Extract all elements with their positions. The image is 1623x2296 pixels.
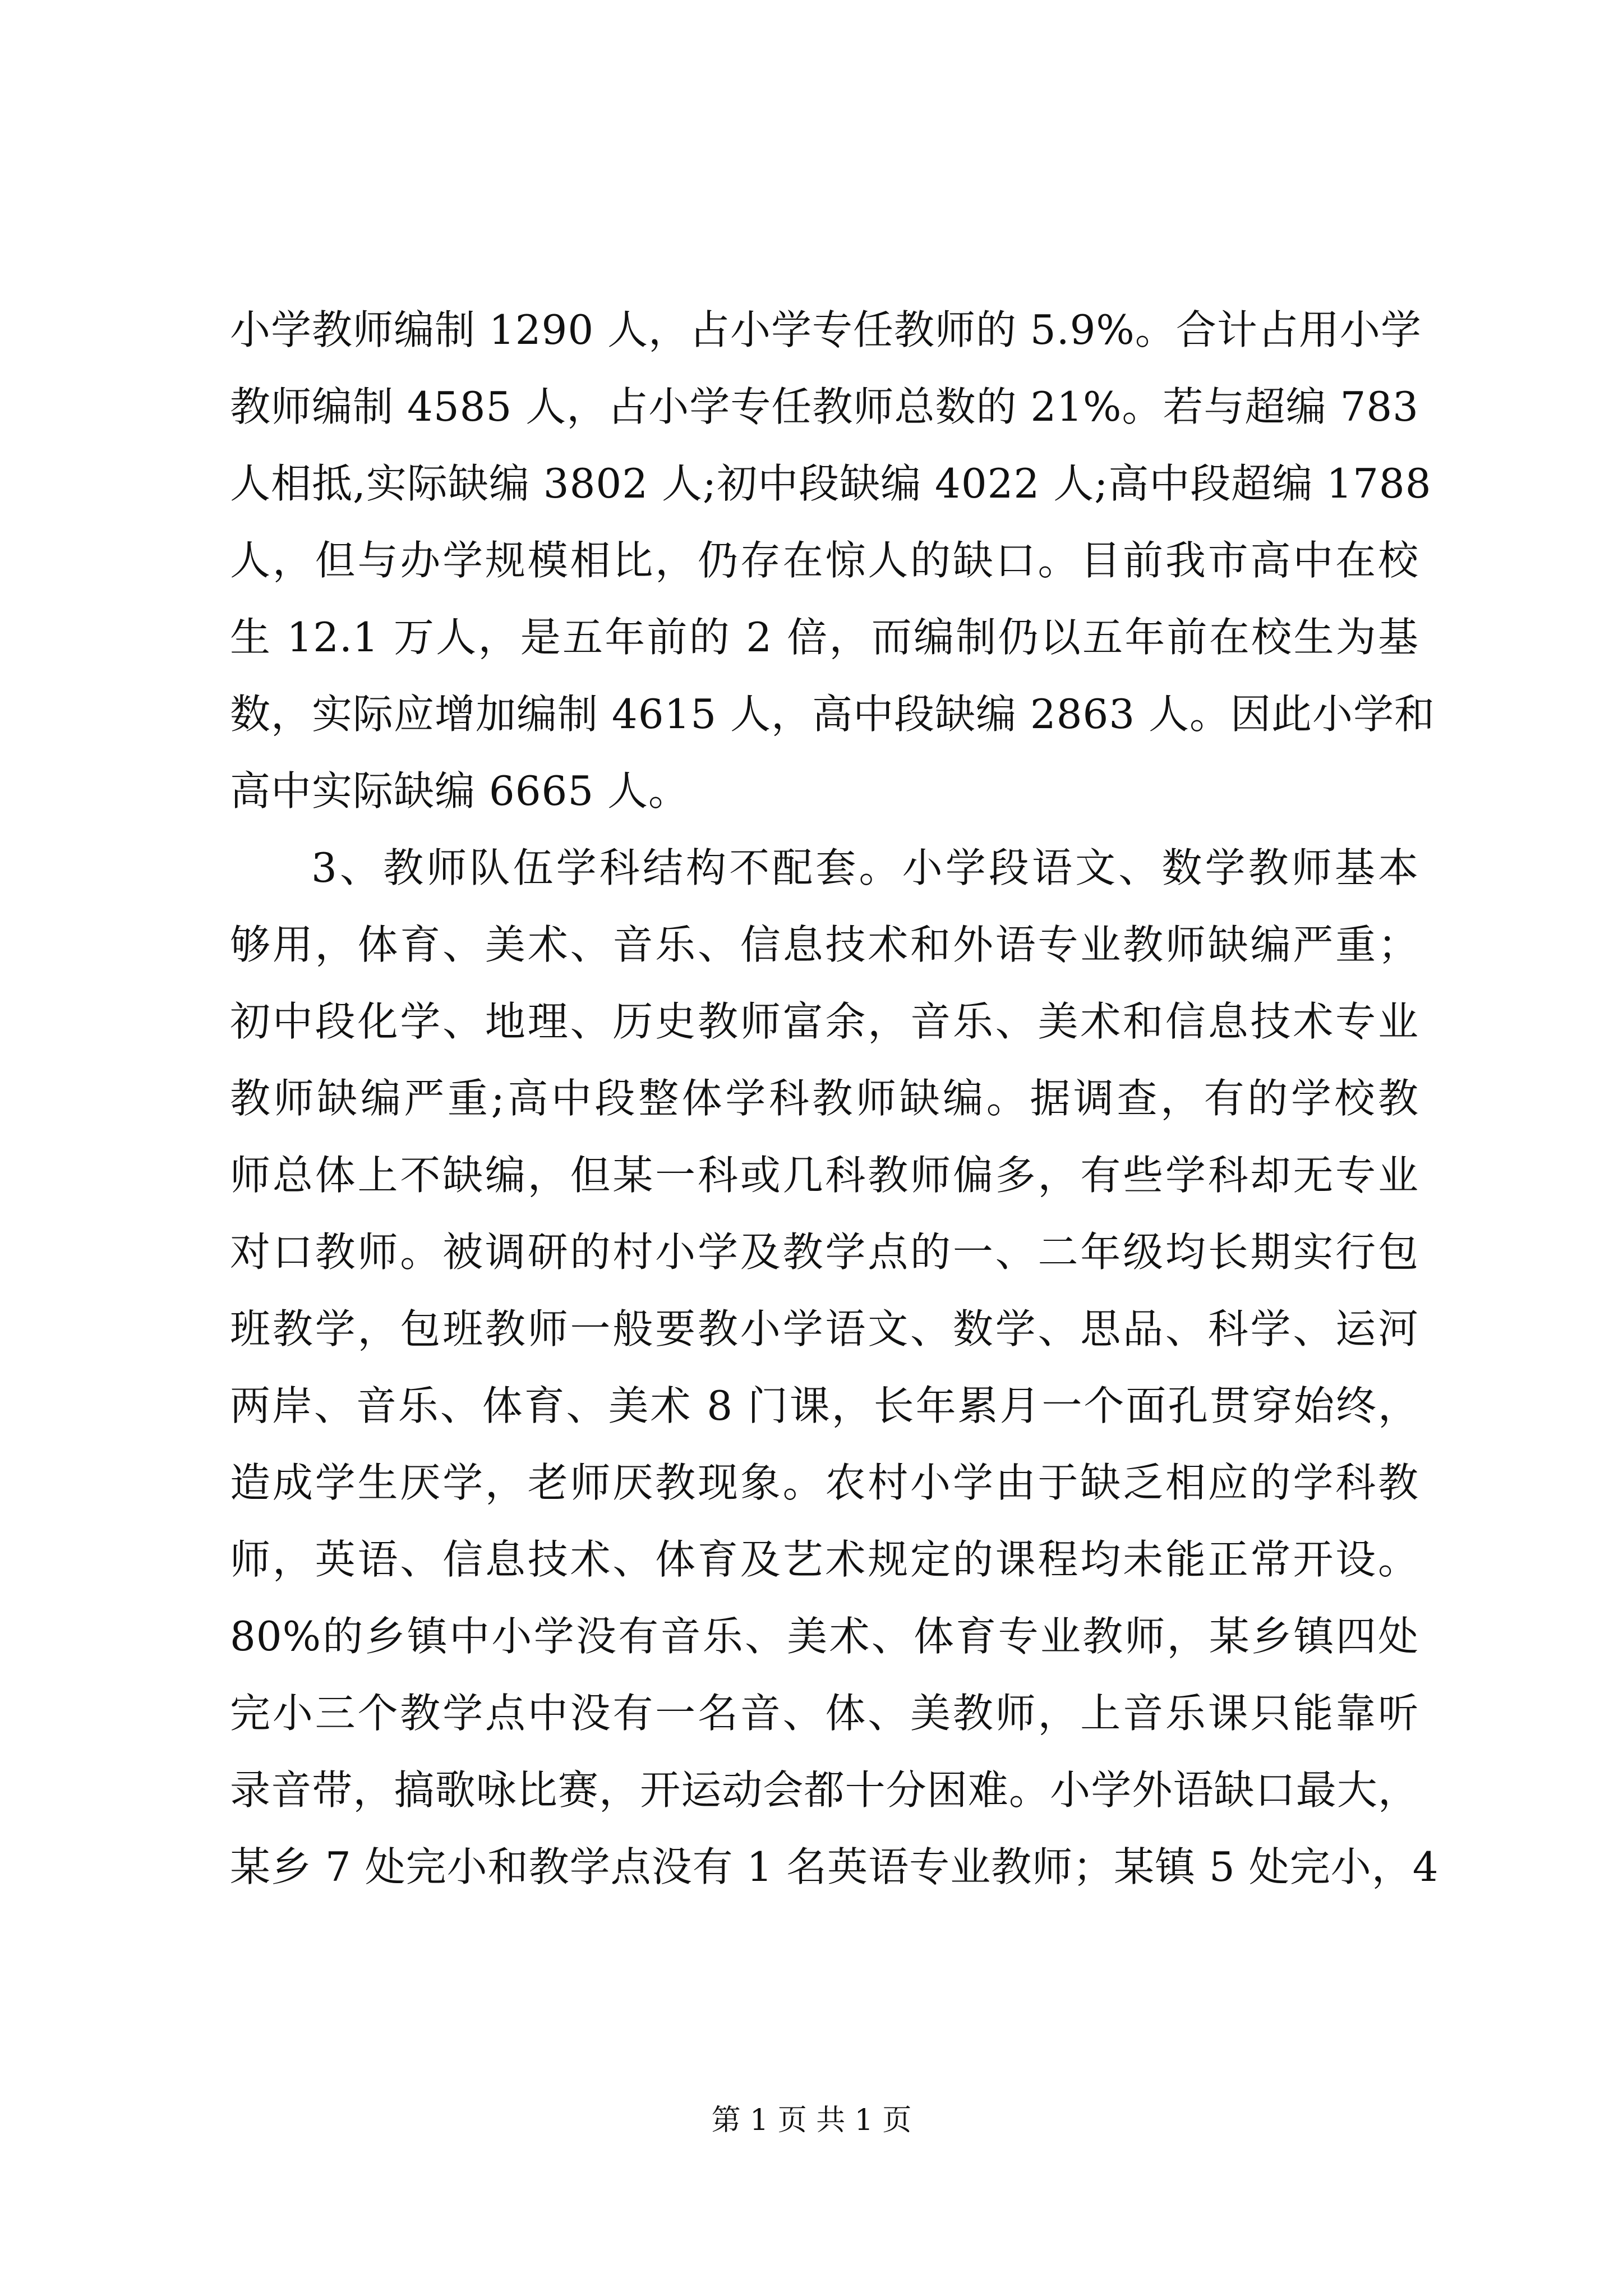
text-line: 教师缺编严重;高中段整体学科教师缺编。据调查，有的学校教 (230, 1075, 1419, 1122)
page-number-footer: 第 1 页 共 1 页 (711, 2104, 912, 2137)
text-line: 教师编制 4585 人，占小学专任教师总数的 21%。若与超编 783 (230, 383, 1419, 430)
text-line-paragraph-end: 高中实际缺编 6665 人。 (230, 767, 690, 815)
text-line: 班教学，包班教师一般要教小学语文、数学、思品、科学、运河 (230, 1305, 1419, 1352)
text-line: 造成学生厌学，老师厌教现象。农村小学由于缺乏相应的学科教 (230, 1459, 1419, 1506)
text-line: 某乡 7 处完小和教学点没有 1 名英语专业教师；某镇 5 处完小，4 (230, 1843, 1439, 1890)
text-line: 录音带，搞歌咏比赛，开运动会都十分困难。小学外语缺口最大， (230, 1766, 1419, 1814)
text-line: 小学教师编制 1290 人，占小学专任教师的 5.9%。合计占用小学 (230, 306, 1422, 353)
text-line-paragraph-start: 3、教师队伍学科结构不配套。小学段语文、数学教师基本 (311, 844, 1419, 891)
text-line: 初中段化学、地理、历史教师富余，音乐、美术和信息技术专业 (230, 998, 1419, 1045)
text-line: 两岸、音乐、体育、美术 8 门课，长年累月一个面孔贯穿始终， (230, 1382, 1419, 1429)
text-line: 师总体上不缺编，但某一科或几科教师偏多，有些学科却无专业 (230, 1152, 1419, 1199)
text-line: 生 12.1 万人，是五年前的 2 倍，而编制仍以五年前在校生为基 (230, 614, 1419, 661)
text-line: 师，英语、信息技术、体育及艺术规定的课程均未能正常开设。 (230, 1536, 1419, 1583)
text-line: 够用，体育、美术、音乐、信息技术和外语专业教师缺编严重； (230, 921, 1419, 968)
text-line: 完小三个教学点中没有一名音、体、美教师，上音乐课只能靠听 (230, 1690, 1419, 1737)
text-line: 数，实际应增加编制 4615 人，高中段缺编 2863 人。因此小学和 (230, 691, 1436, 738)
document-body (230, 292, 1439, 1906)
text-line: 80%的乡镇中小学没有音乐、美术、体育专业教师，某乡镇四处 (230, 1613, 1419, 1660)
text-line: 人相抵,实际缺编 3802 人;初中段缺编 4022 人;高中段超编 1788 (230, 460, 1432, 507)
text-line: 对口教师。被调研的村小学及教学点的一、二年级均长期实行包 (230, 1228, 1419, 1276)
text-line: 人，但与办学规模相比，仍存在惊人的缺口。目前我市高中在校 (230, 537, 1419, 584)
